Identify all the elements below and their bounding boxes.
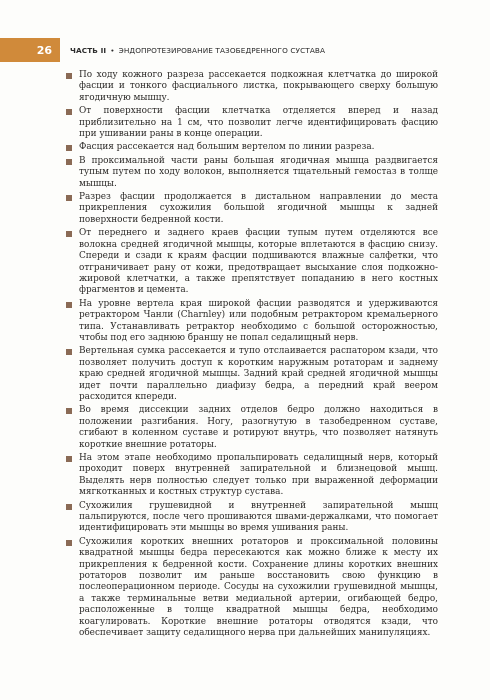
- list-item-text: От поверхности фасции клетчатка отделяется вперед и назад приблизительно на 1 см, что позволит легче идентифицировать фасцию при ушивании раны в конце операции.: [79, 106, 438, 140]
- list-item-text: Вертельная сумка рассекается и тупо отслаивается распатором кзади, что позволяет получить доступ к коротким наружным ротаторам и заднему краю средней ягодичной мышцы. Задний край средней ягодичной мышцы идет почти параллельно диафизу бедра, а передний край веером расходится кпереди.: [79, 346, 438, 402]
- list-item: [66, 537, 438, 640]
- separator: •: [110, 45, 115, 55]
- square-bullet-icon: [66, 456, 72, 462]
- square-bullet-icon: [66, 109, 72, 115]
- running-header: [0, 38, 490, 62]
- list-item: [66, 192, 438, 226]
- square-bullet-icon: [66, 349, 72, 355]
- list-item: [66, 228, 438, 296]
- page-number: 26: [0, 38, 60, 62]
- list-item-text: На уровне вертела края широкой фасции разводятся и удерживаются ретрактором Чанли (Charnley) или подобным ретрактором кремальерного типа. Устанавливать ретрактор необходимо с большой осторожностью, чтобы под его заднюю браншу не попал седалищный нерв.: [79, 298, 438, 343]
- square-bullet-icon: [66, 159, 72, 165]
- square-bullet-icon: [66, 73, 72, 79]
- square-bullet-icon: [66, 408, 72, 414]
- part-label: ЧАСТЬ II: [70, 45, 107, 55]
- square-bullet-icon: [66, 195, 72, 201]
- list-item: [66, 453, 438, 499]
- list-item-text: Сухожилия грушевидной и внутренней запирательной мышц пальпируются, после чего прошиваются швами-держалками, что помогает идентифицировать эти мышцы во время ушивания раны.: [79, 500, 438, 534]
- list-item: [66, 299, 438, 345]
- list-item-text: Разрез фасции продолжается в дистальном направлении до места прикрепления сухожилия большой ягодичной мышцы к задней поверхности бедренной кости.: [79, 192, 438, 225]
- square-bullet-icon: [66, 145, 72, 151]
- list-item-text: На этом этапе необходимо пропальпировать седалищный нерв, который проходит поверх внутренней запирательной и близнецовой мышц. Выделять нерв полностью следует только при выраженной деформации мягкотканных и костных структур сустава.: [79, 453, 438, 498]
- list-item: [66, 106, 438, 140]
- list-item-text: Сухожилия коротких внешних ротаторов и проксимальной половины квадратной мышцы бедра пересекаются как можно ближе к месту их прикрепления к бедренной кости. Сохранение длины коротких внешних ротаторов позволит им раньше восстановить свою функцию в послеоперационном периоде. Сосуды на сухожилии грушевидной мышцы, а также терминальные ветви медиальной артерии, огибающей бедро, расположенные в толще квадратной мышцы бедра, необходимо коагулировать. Короткие внешние ротаторы отводятся кзади, что обеспечивает защиту седалищного нерва при дальнейших манипуляциях.: [79, 536, 438, 639]
- list-item-text: Во время диссекции задних отделов бедро должно находиться в положении разгибания. Ногу, разогнутую в тазобедренном суставе, сгибают в коленном суставе и ротируют внутрь, что позволяет натянуть короткие внешние ротаторы.: [79, 405, 438, 450]
- chapter-title: ЭНДОПРОТЕЗИРОВАНИЕ ТАЗОБЕДРЕННОГО СУСТАВА: [118, 45, 326, 55]
- list-item-text: От переднего и заднего краев фасции тупым путем отделяются все волокна средней ягодичной мышцы, которые вплетаются в фасцию снизу. Спереди и сзади к краям фасции подшиваются влажные салфетки, что отграничивает рану от кожи, предотвращает высыхание слоя подкожно-жировой клетчатки, а также препятствует попаданию в него костных фрагментов и цемента.: [79, 228, 438, 296]
- page-body: [66, 70, 438, 642]
- list-item: [66, 405, 438, 451]
- list-item: [66, 346, 438, 403]
- list-item-text: Фасция рассекается над большим вертелом по линии разреза.: [79, 142, 375, 153]
- list-item: [66, 142, 438, 153]
- list-item: [66, 156, 438, 190]
- square-bullet-icon: [66, 540, 72, 546]
- list-item-text: По ходу кожного разреза рассекается подкожная клетчатка до широкой фасции и тонкого фасциального листка, покрывающего сверху большую ягодичную мышцу.: [79, 70, 438, 103]
- bullet-list: [66, 70, 438, 640]
- square-bullet-icon: [66, 302, 72, 308]
- square-bullet-icon: [66, 231, 72, 237]
- list-item: [66, 70, 438, 104]
- square-bullet-icon: [66, 504, 72, 510]
- list-item: [66, 501, 438, 535]
- list-item-text: В проксимальной части раны большая ягодичная мышца раздвигается тупым путем по ходу волокон, выполняется тщательный гемостаз в толще мышцы.: [79, 155, 438, 189]
- running-head-text: [70, 46, 325, 55]
